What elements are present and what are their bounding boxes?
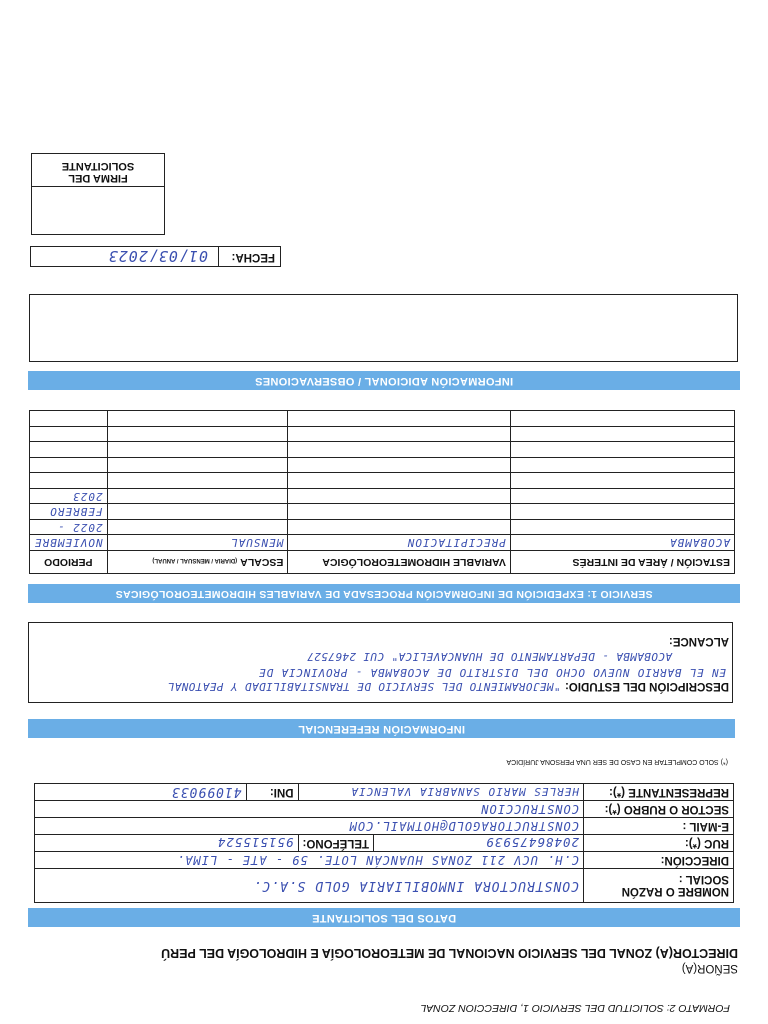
empty-cell (30, 427, 108, 443)
station-cell (510, 535, 734, 551)
empty-cell (288, 473, 511, 489)
address-value: C.H. UCV 211 ZONAS HUANCÁN LOTE. 59 - ATE - LIMA. (175, 853, 579, 867)
empty-cell (107, 473, 288, 489)
empty-cell (107, 458, 288, 474)
legal-entity-note: (*) SOLO COMPLETAR EN CASO DE SER UNA PERSONA JURÍDICA (506, 758, 728, 765)
company-name-label-2: SOCIAL : (678, 873, 729, 886)
empty-cell (30, 442, 108, 458)
scope-label: ALCANCE: (668, 635, 729, 647)
applicant-table (34, 783, 734, 903)
service-row-empty (30, 427, 735, 443)
company-name-value: CONSTRUCTORA INMOBILIARIA GOLD S.A.C. (252, 878, 579, 893)
service-row-empty (30, 442, 735, 458)
company-name-label-1: NOMBRE O RAZÓN (621, 885, 729, 898)
empty-cell (107, 520, 288, 536)
observations-box (29, 294, 738, 362)
period-line-4: 2023 (72, 489, 103, 503)
date-value: 01/03/2023 (107, 247, 208, 265)
dni-label: DNI: (246, 784, 298, 801)
ruc-value: 20486475939 (485, 835, 579, 851)
empty-cell (510, 520, 734, 536)
empty-cell (510, 442, 734, 458)
empty-cell (107, 489, 288, 505)
signature-box (31, 153, 165, 235)
empty-cell (30, 458, 108, 474)
period-line-2: 2022 - (56, 520, 103, 534)
address-value-cell (35, 852, 584, 869)
header-scale: ESCALA (240, 556, 284, 568)
empty-cell (510, 489, 734, 505)
study-description-line-3: ACOBAMBA - DEPARTAMENTO DE HUANCAVELICA" CUI 2467527 (306, 650, 672, 663)
period-cell-4 (30, 489, 108, 505)
header-scale-options: (DIARIA / MENSUAL / ANUAL) (152, 557, 238, 563)
empty-cell (107, 427, 288, 443)
service-row-4 (30, 489, 735, 505)
header-scale-cell (107, 551, 288, 574)
date-box (30, 246, 281, 267)
empty-cell (30, 411, 108, 427)
empty-cell (510, 427, 734, 443)
signature-label-2: SOLICITANTE (61, 160, 135, 172)
service-row-empty (30, 473, 735, 489)
empty-cell (288, 489, 511, 505)
ruc-label: RUC (*): (584, 835, 734, 852)
sector-value: CONSTRUCCION (480, 802, 579, 816)
phone-value: 951515524 (216, 835, 294, 851)
ruc-value-cell (374, 835, 584, 852)
row-sector (35, 801, 734, 818)
row-address (35, 852, 734, 869)
section-bar-reference: INFORMACIÓN REFERENCIAL (28, 719, 735, 738)
period-line-1: NOVIEMBRE (34, 536, 103, 550)
empty-cell (288, 411, 511, 427)
header-period: PERIODO (30, 551, 108, 574)
empty-cell (510, 473, 734, 489)
addressee: DIRECTOR(A) ZONAL DEL SERVICIO NACIONAL DE METEOROLOGÍA E HIDROLOGÍA DEL PERÚ (161, 946, 738, 960)
company-name-value-cell (35, 869, 584, 903)
empty-cell (30, 473, 108, 489)
empty-cell (510, 458, 734, 474)
period-cell-1 (30, 535, 108, 551)
station-value: ACOBAMBA (669, 536, 730, 550)
study-description-line-2: EN EL BARRIO NUEVO OCHO DEL DISTRITO DE ACOBAMBA - PROVINCIA DE (258, 666, 726, 679)
email-value: CONSTRUCTORAGOLD@HOTMAIL.COM (348, 819, 579, 833)
format-title: FORMATO 2: SOLICITUD DEL SERVICIO 1, DIRECCION ZONAL (420, 1002, 730, 1014)
empty-cell (288, 442, 511, 458)
service-header-row (30, 551, 735, 574)
empty-cell (107, 442, 288, 458)
empty-cell (107, 411, 288, 427)
scale-cell (107, 535, 288, 551)
period-line-3: FEBRERO (49, 505, 103, 519)
header-variable: VARIABLE HIDROMETEOROLÓGICA (288, 551, 511, 574)
study-description-box (28, 622, 733, 703)
empty-cell (288, 458, 511, 474)
date-label: FECHA: (218, 247, 280, 266)
section-bar-applicant: DATOS DEL SOLICITANTE (28, 908, 740, 927)
signature-label-cell (32, 154, 164, 187)
representative-value-cell (298, 784, 583, 801)
service-data-row (30, 535, 735, 551)
representative-value: HERLES MARIO SANABRIA VALENCIA (350, 785, 579, 799)
section-bar-service: SERVICIO 1: EXPEDICIÓN DE INFORMACIÓN PROCESADA DE VARIABLES HIDROMETEOROLÓGICAS (28, 584, 740, 603)
phone-value-cell (35, 835, 299, 852)
service-table (29, 411, 735, 575)
service-row-3 (30, 504, 735, 520)
empty-cell (288, 520, 511, 536)
empty-cell (288, 427, 511, 443)
representative-label: REPRESENTANTE (*): (584, 784, 734, 801)
header-station: ESTACIÓN / ÁREA DE INTERÉS (510, 551, 734, 574)
service-row-2 (30, 520, 735, 536)
empty-cell (510, 504, 734, 520)
company-name-label-cell (584, 869, 734, 903)
email-label: E-MAIL : (584, 818, 734, 835)
address-label: DIRECCIÓN: (584, 852, 734, 869)
variable-cell (288, 535, 511, 551)
scale-value: MENSUAL (230, 536, 284, 550)
sector-value-cell (35, 801, 584, 818)
phone-label: TELÉFONO: (298, 835, 373, 852)
sector-label: SECTOR O RUBRO (*): (584, 801, 734, 818)
study-description-line-1: "MEJORAMIENTO DEL SERVICIO DE TRANSITABILIDAD Y PEATONAL (167, 680, 561, 693)
empty-cell (510, 411, 734, 427)
service-row-empty (30, 411, 735, 427)
empty-cell (107, 504, 288, 520)
empty-cell (288, 504, 511, 520)
variable-value: PRECIPITACION (406, 536, 506, 550)
period-cell-3 (30, 504, 108, 520)
row-company-name (35, 869, 734, 903)
section-bar-observations: INFORMACIÓN ADICIONAL / OBSERVACIONES (28, 371, 740, 390)
email-value-cell (35, 818, 584, 835)
row-ruc (35, 835, 734, 852)
dni-value: 41099033 (170, 784, 242, 800)
study-description-label: DESCRIPCIÓN DEL ESTUDIO: (565, 680, 729, 692)
row-representative (35, 784, 734, 801)
signature-label-1: FIRMA DEL (68, 172, 128, 184)
row-email (35, 818, 734, 835)
service-row-empty (30, 458, 735, 474)
dni-value-cell (35, 784, 247, 801)
salutation: SEÑOR(A) (681, 962, 738, 974)
period-cell-2 (30, 520, 108, 536)
